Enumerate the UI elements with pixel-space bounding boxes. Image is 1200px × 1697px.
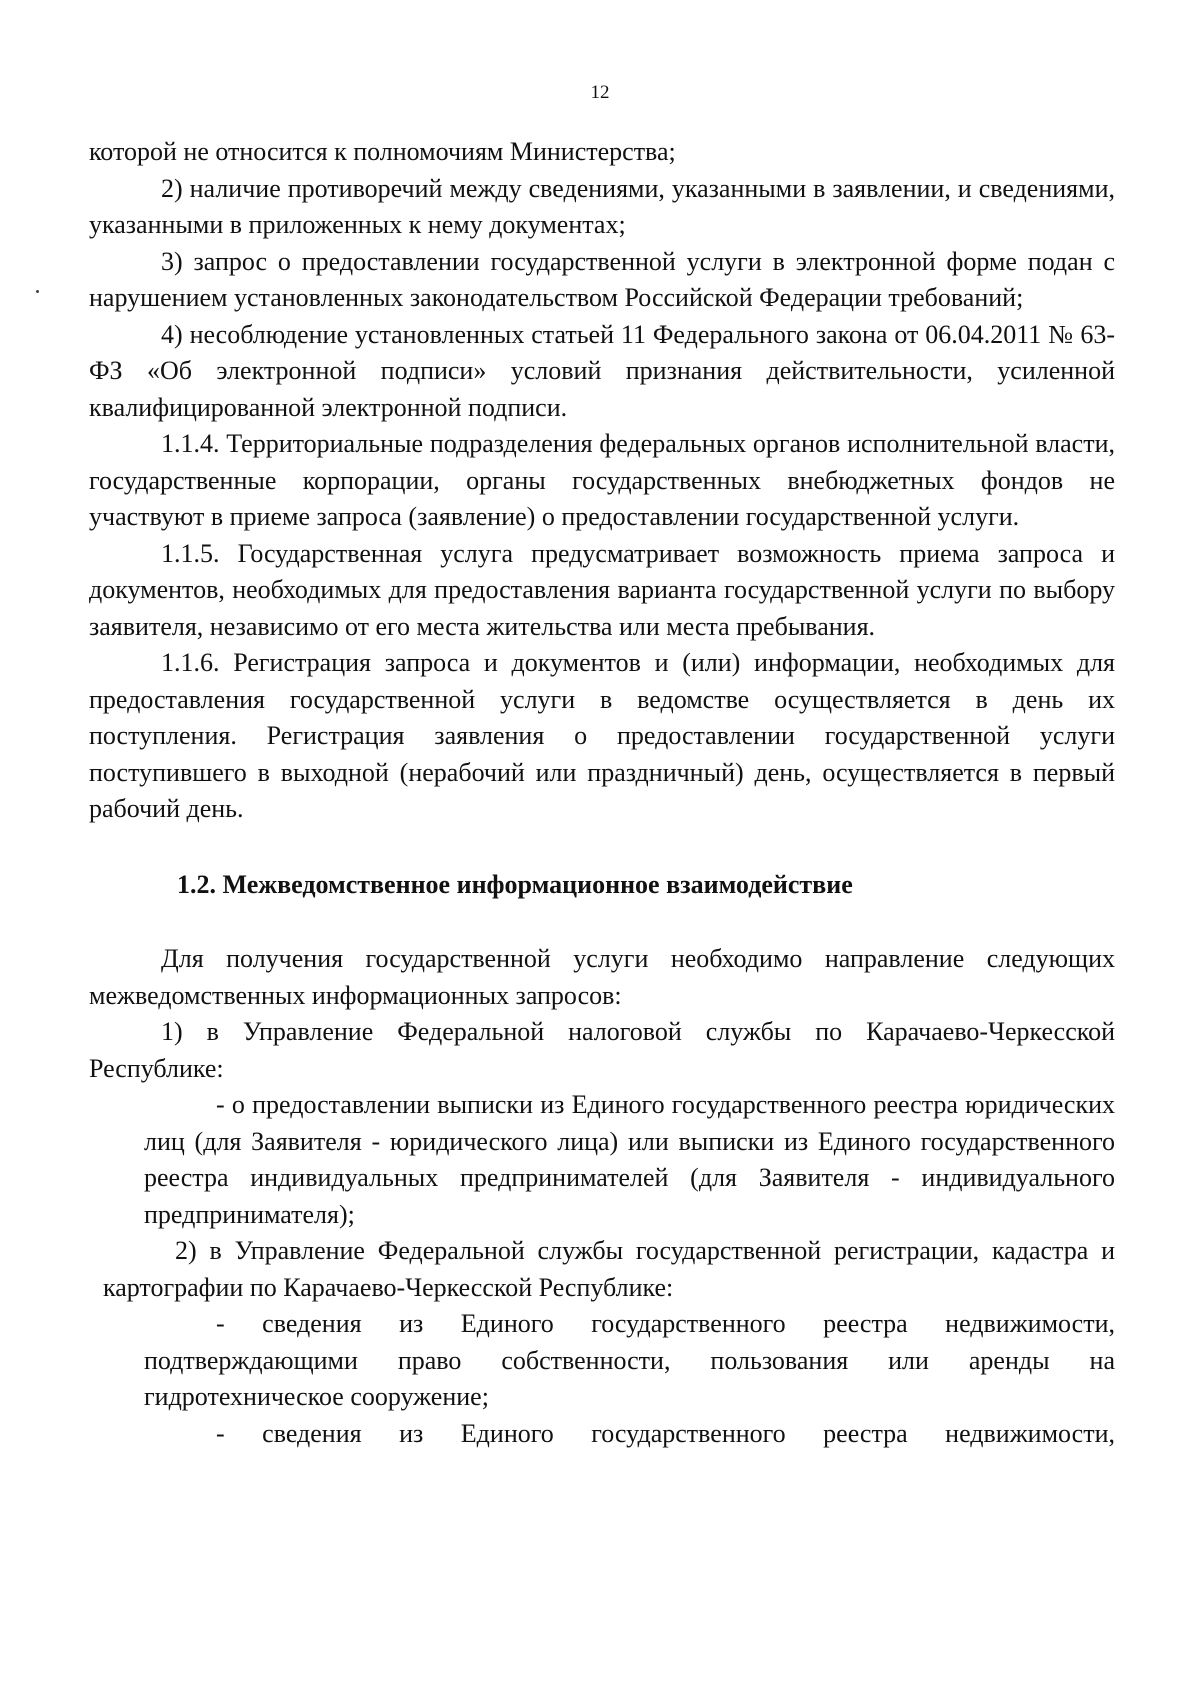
clause-1-1-6: 1.1.6. Регистрация запроса и документов и (или) информации, необходимых для предоставления государственной услуги в ведомстве осуществляется в день их поступления. Регистрация заявления о предоставлении государственной услуги поступившего в выходной (нерабочий или праздничный) день, осуществляется в первый рабочий день.	[89, 648, 1115, 823]
list-item-2: 2) наличие противоречий между сведениями, указанными в заявлении, и сведениями, указанными в приложенных к нему документах;	[89, 173, 1115, 239]
clause-1-1-4: 1.1.4. Территориальные подразделения федеральных органов исполнительной власти, государственные корпорации, органы государственных внебюджетных фондов не участвуют в приеме запроса (заявление) о предоставлении государственной услуги.	[89, 429, 1115, 531]
request-item-1: 1) в Управление Федеральной налоговой службы по Карачаево-Черкесской Республике:	[89, 1017, 1115, 1083]
request-item-2-block	[89, 1233, 1115, 1452]
request-item-2-detail-a: - сведения из Единого государственного реестра недвижимости, подтверждающими право собственности, пользования или аренды на гидротехническое сооружение;	[144, 1309, 1115, 1411]
list-item-4: 4) несоблюдение установленных статьей 11 Федерального закона от 06.04.2011 № 63-ФЗ «Об электронной подписи» условий признания действительности, усиленной квалифицированной электронной подписи.	[89, 319, 1115, 422]
scan-speck	[36, 290, 39, 293]
section-intro: Для получения государственной услуги необходимо направление следующих межведомственных информационных запросов:	[89, 944, 1115, 1010]
request-item-1-detail: - о предоставлении выписки из Единого государственного реестра юридических лиц (для Заявителя - юридического лица) или выписки из Единого государственного реестра индивидуальных предпринимателей (для Заявителя - индивидуального предпринимателя);	[144, 1090, 1115, 1229]
request-item-2-detail-b: - сведения из Единого государственного реестра недвижимости,	[216, 1418, 1115, 1448]
paragraph-continuation: которой не относится к полномочиям Министерства;	[89, 137, 676, 166]
document-body	[89, 134, 1115, 1452]
request-item-2: 2) в Управление Федеральной службы государственной регистрации, кадастра и картографии по Карачаево-Черкесской Республике:	[103, 1236, 1115, 1302]
request-item-1-details	[89, 1087, 1115, 1233]
clause-1-1-5: 1.1.5. Государственная услуга предусматривает возможность приема запроса и документов, необходимых для предоставления варианта государственной услуги по выбору заявителя, независимо от его места жительства или места пребывания.	[89, 538, 1115, 641]
page-number: 12	[590, 82, 610, 103]
list-item-3: 3) запрос о предоставлении государственной услуги в электронной форме подан с нарушением установленных законодательством Российской Федерации требований;	[89, 246, 1115, 312]
section-heading: 1.2. Межведомственное информационное взаимодействие	[177, 869, 853, 899]
